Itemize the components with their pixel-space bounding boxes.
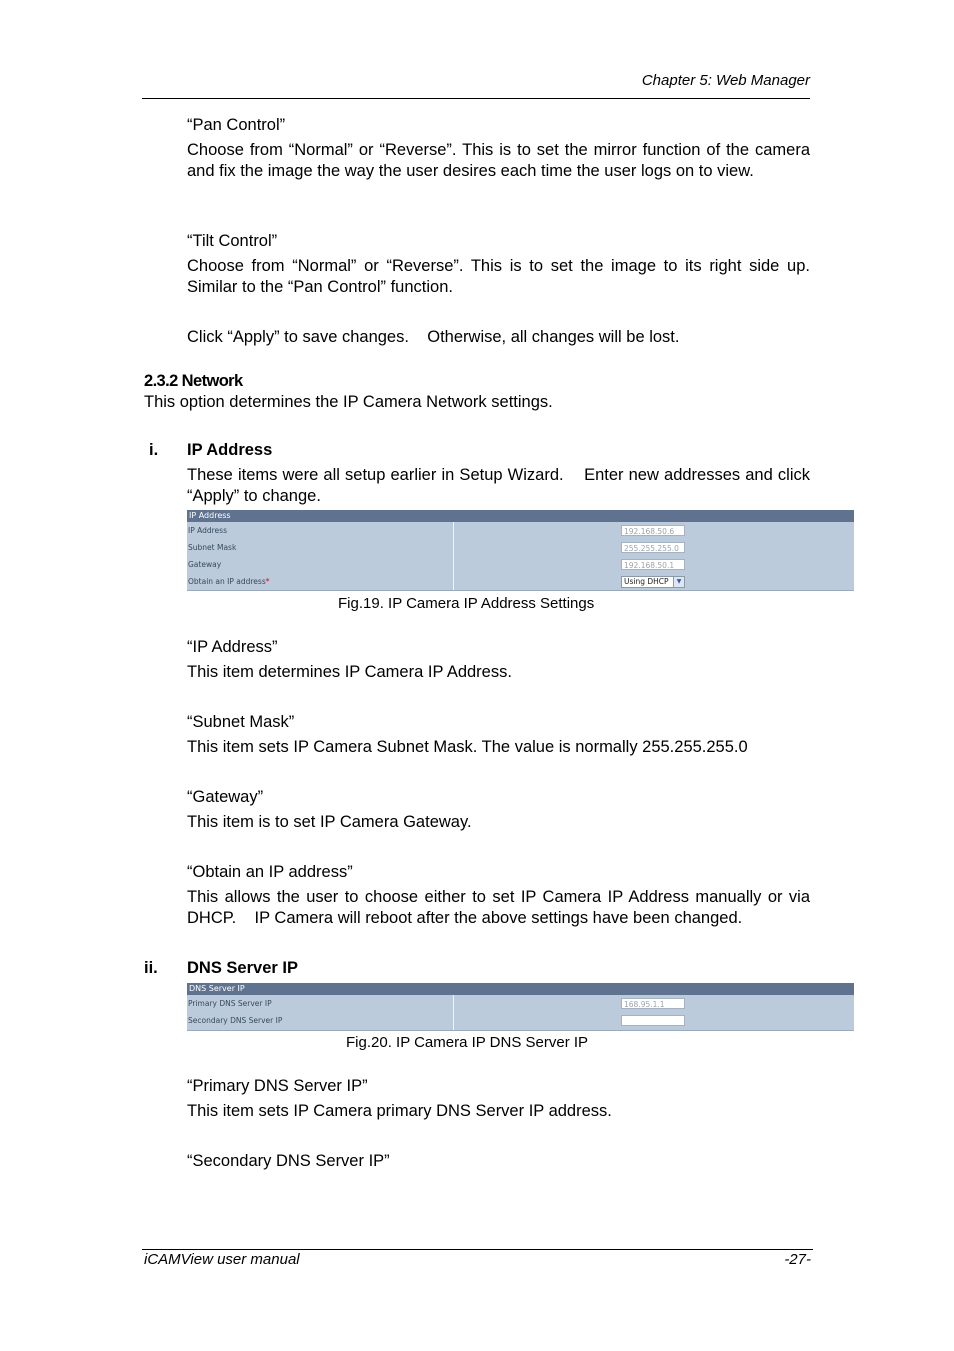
item-subnet-mask-title: “Subnet Mask” (187, 713, 295, 731)
item-obtain-ip-title: “Obtain an IP address” (187, 863, 353, 881)
header-rule (142, 98, 810, 99)
dns-section-numeral: ii. (144, 959, 158, 977)
apply-note: Click “Apply” to save changes. Otherwise, all changes will be lost. (187, 328, 680, 346)
dns-section-heading: DNS Server IP (187, 959, 298, 977)
ip-section-numeral: i. (149, 441, 159, 459)
obtain-ip-label-text: Obtain an IP address (188, 577, 266, 586)
chevron-down-icon[interactable]: ▼ (673, 577, 684, 587)
obtain-ip-select[interactable] (621, 576, 685, 588)
secondary-dns-row (187, 1013, 854, 1030)
obtain-ip-select-value: Using DHCP (624, 577, 669, 586)
network-intro: This option determines the IP Camera Network settings. (144, 393, 553, 411)
subnet-mask-input[interactable]: 255.255.255.0 (621, 542, 685, 553)
footer-rule (142, 1249, 813, 1250)
footer-manual-title: iCAMView user manual (144, 1251, 300, 1268)
primary-dns-row (187, 996, 854, 1013)
primary-dns-input[interactable]: 168.95.1.1 (621, 998, 685, 1009)
subnet-mask-row (187, 540, 854, 557)
primary-dns-label: Primary DNS Server IP (188, 999, 272, 1008)
secondary-dns-label: Secondary DNS Server IP (188, 1016, 283, 1025)
tilt-control-body: Choose from “Normal” or “Reverse”. This is to set the image to its right side up. Similar to the “Pan Control” function. (187, 257, 810, 296)
gateway-input[interactable]: 192.168.50.1 (621, 559, 685, 570)
ip-section-body: These items were all setup earlier in Setup Wizard. Enter new addresses and click “Apply” to change. (187, 466, 815, 505)
obtain-ip-label (188, 577, 270, 586)
ip-section-heading: IP Address (187, 441, 273, 459)
panel-title: IP Address (189, 511, 231, 520)
ip-address-input[interactable]: 192.168.50.6 (621, 525, 685, 536)
tilt-control-title: “Tilt Control” (187, 232, 278, 250)
fig19-caption: Fig.19. IP Camera IP Address Settings (338, 595, 595, 612)
item-subnet-mask-body: This item sets IP Camera Subnet Mask. The value is normally 255.255.255.0 (187, 738, 748, 756)
item-primary-dns-body: This item sets IP Camera primary DNS Server IP address. (187, 1102, 612, 1120)
gateway-label: Gateway (188, 560, 222, 569)
subnet-mask-label: Subnet Mask (188, 543, 237, 552)
network-heading: 2.3.2 Network (144, 372, 243, 390)
panel-title: DNS Server IP (189, 984, 245, 993)
obtain-ip-row (187, 574, 854, 591)
item-secondary-dns-title: “Secondary DNS Server IP” (187, 1152, 390, 1170)
item-ip-address-title: “IP Address” (187, 638, 278, 656)
dns-server-screenshot (187, 983, 854, 1031)
secondary-dns-input[interactable] (621, 1015, 685, 1026)
page-number: -27- (784, 1251, 811, 1268)
chapter-header: Chapter 5: Web Manager (641, 72, 810, 89)
panel-title-bar (187, 983, 854, 995)
panel-title-bar (187, 510, 854, 522)
item-gateway-body: This item is to set IP Camera Gateway. (187, 813, 472, 831)
required-marker: * (265, 577, 270, 586)
pan-control-body: Choose from “Normal” or “Reverse”. This is to set the mirror function of the camera and fix the image the way the user desires each time the user logs on to view. (187, 141, 810, 180)
item-primary-dns-title: “Primary DNS Server IP” (187, 1077, 368, 1095)
gateway-row (187, 557, 854, 574)
ip-address-row (187, 523, 854, 540)
ip-address-label: IP Address (188, 526, 227, 535)
pan-control-title: “Pan Control” (187, 116, 286, 134)
item-gateway-title: “Gateway” (187, 788, 264, 806)
fig20-caption: Fig.20. IP Camera IP DNS Server IP (346, 1034, 589, 1051)
item-ip-address-body: This item determines IP Camera IP Address. (187, 663, 512, 681)
item-obtain-ip-body: This allows the user to choose either to set IP Camera IP Address manually or via DHCP. IP Camera will reboot after the above settings have been changed. (187, 888, 815, 927)
ip-address-screenshot (187, 510, 854, 591)
